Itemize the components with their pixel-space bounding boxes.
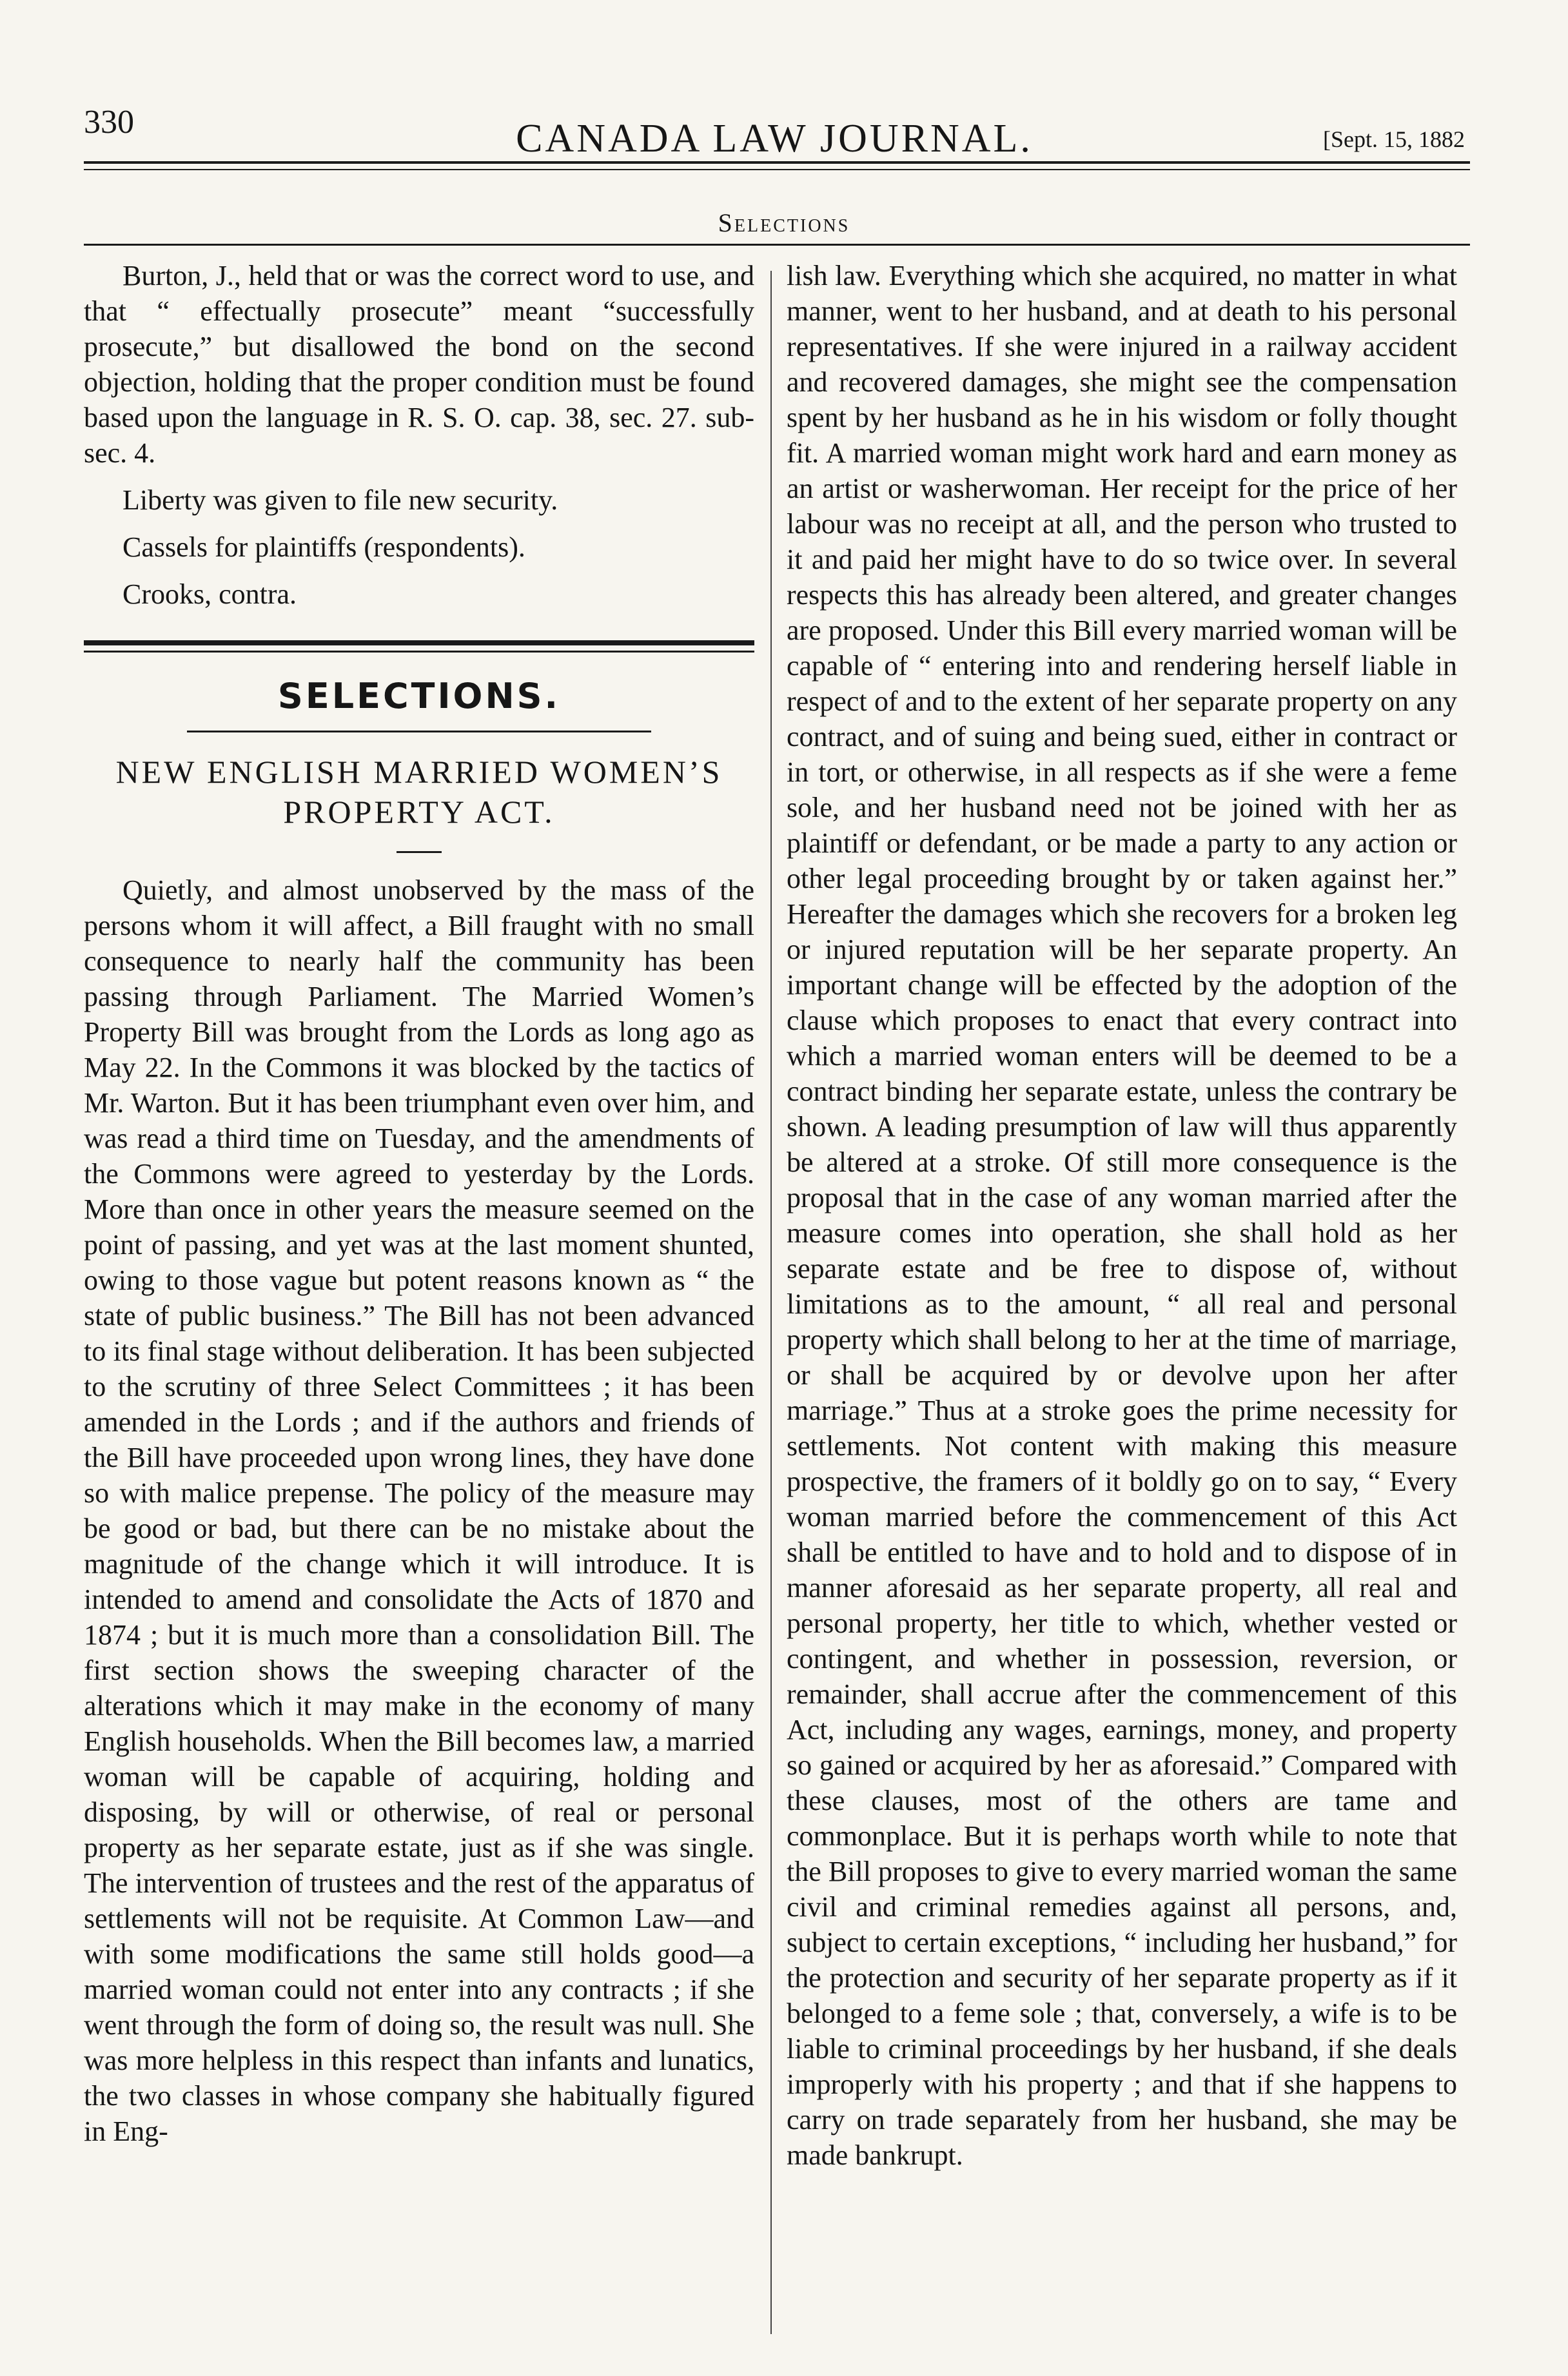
page-number: 330 [84, 104, 134, 141]
heading-rule [187, 731, 651, 732]
running-head [84, 97, 1465, 161]
issue-date: [Sept. 15, 1882 [1323, 126, 1465, 152]
right-column [787, 258, 1457, 2185]
section-divider-heavy [84, 640, 754, 645]
section-divider-light [84, 651, 754, 653]
article-title: NEW ENGLISH MARRIED WOMEN’S PROPERTY ACT. [115, 754, 723, 830]
title-dash [397, 851, 442, 853]
left-column [84, 258, 754, 2161]
case-paragraph: Burton, J., held that or was the correct word to use, and that “ effectually prosecute” meant “successfully prosecute,” but disallowed the bond on the second objection, holding that the proper condition must be found based upon the language in R. S. O. cap. 38, sec. 27. sub-sec. 4. [84, 260, 754, 469]
journal-title: CANADA LAW JOURNAL. [516, 117, 1033, 161]
selections-heading: SELECTIONS. [277, 676, 561, 716]
section-title: Selections [718, 208, 850, 237]
article-body-left: Quietly, and almost unobserved by the mass of the persons whom it will affect, a Bill fraught with no small consequence to nearly half the community has been passing through Parliament. The Married Women’s Property Bill was brought from the Lords as long ago as May 22. In the Commons it was blocked by the tactics of Mr. Warton. But it has been triumphant even over him, and was read a third time on Tuesday, and the amendments of the Commons were agreed to yesterday by the Lords. More than once in other years the measure seemed on the point of passing, and yet was at the last moment shunted, owing to those vague but potent reasons known as “ the state of public business.” The Bill has not been advanced to its final stage without deliberation. It has been subjected to the scrutiny of three Select Committees ; it has been amended in the Lords ; and if the authors and friends of the Bill have proceeded upon wrong lines, they have done so with malice prepense. The policy of the measure may be good or bad, but there can be no mistake about the magnitude of the change which it will introduce. It is intended to amend and consolidate the Acts of 1870 and 1874 ; but it is much more than a consolidation Bill. The first section shows the sweeping character of the alterations which it may make in the economy of many English households. When the Bill becomes law, a married woman will be capable of acquiring, holding and disposing, by will or otherwise, of real or personal property as her separate estate, just as if she was single. The intervention of trustees and the rest of the apparatus of settlements will not be requisite. At Common Law—and with some modifications the same still holds good—a married woman could not enter into any contracts ; if she went through the form of doing so, the result was null. She was more helpless in this respect than infants and lunatics, the two classes in whose company she habitually figured in Eng- [84, 874, 754, 2147]
case-paragraph-liberty: Liberty was given to file new security. [122, 484, 558, 516]
column-divider [770, 271, 772, 2334]
counsel-plaintiffs: Cassels for plaintiffs (respondents). [122, 531, 525, 563]
header-rule-top [84, 161, 1470, 164]
section-rule [84, 244, 1470, 246]
article-body-right: lish law. Everything which she acquired, no matter in what manner, went to her husband, and at death to his personal representatives. If she were injured in a railway accident and recovered damages, she might see the compensation spent by her husband as he in his wisdom or folly thought fit. A married woman might work hard and earn money as an artist or washerwoman. Her receipt for the price of her labour was no receipt at all, and the person who trusted to it and paid her might have to do so twice over. In several respects this has already been altered, and greater changes are proposed. Under this Bill every married woman will be capable of “ entering into and rendering herself liable in respect of and to the extent of her separate property on any contract, and of suing and being sued, either in contract or in tort, or otherwise, in all respects as if she were a feme sole, and her husband need not be joined with her as plaintiff or defendant, or be made a party to any action or other legal proceeding brought by or taken against her.” Hereafter the damages which she recovers for a broken leg or injured reputation will be her separate property. An important change will be effected by the adoption of the clause which proposes to enact that every contract into which a married woman enters will be deemed to be a contract binding her separate estate, unless the contrary be shown. A leading presumption of law will thus apparently be altered at a stroke. Of still more consequence is the proposal that in the case of any woman married after the measure comes into operation, she shall hold as her separate estate and be free to dispose of, without limitations as to the amount, “ all real and personal property which shall belong to her at the time of marriage, or shall be acquired by or devolve upon her after marriage.” Thus at a stroke goes the prime necessity for settlements. Not content with making this measure prospective, the framers of it boldly go on to say, “ Every woman married before the commencement of this Act shall be entitled to have and to hold and to dispose of in manner aforesaid as her separate property, all real and personal property, her title to which, whether vested or contingent, and whether in possession, reversion, or remainder, shall accrue after the commencement of this Act, including any wages, earnings, money, and property so gained or acquired by her as aforesaid.” Compared with these clauses, most of the others are tame and commonplace. But it is perhaps worth while to note that the Bill proposes to give to every married woman the same civil and criminal remedies against all persons, and, subject to certain exceptions, “ including her husband,” for the protection and security of her separate property as if it belonged to a feme sole ; that, conversely, a wife is to be liable to criminal proceedings by her husband, if she deals improperly with his property ; and that if she happens to carry on trade separately from her husband, she may be made bankrupt. [787, 260, 1457, 2171]
header-rule-bottom [84, 169, 1470, 170]
counsel-contra: Crooks, contra. [122, 578, 297, 610]
